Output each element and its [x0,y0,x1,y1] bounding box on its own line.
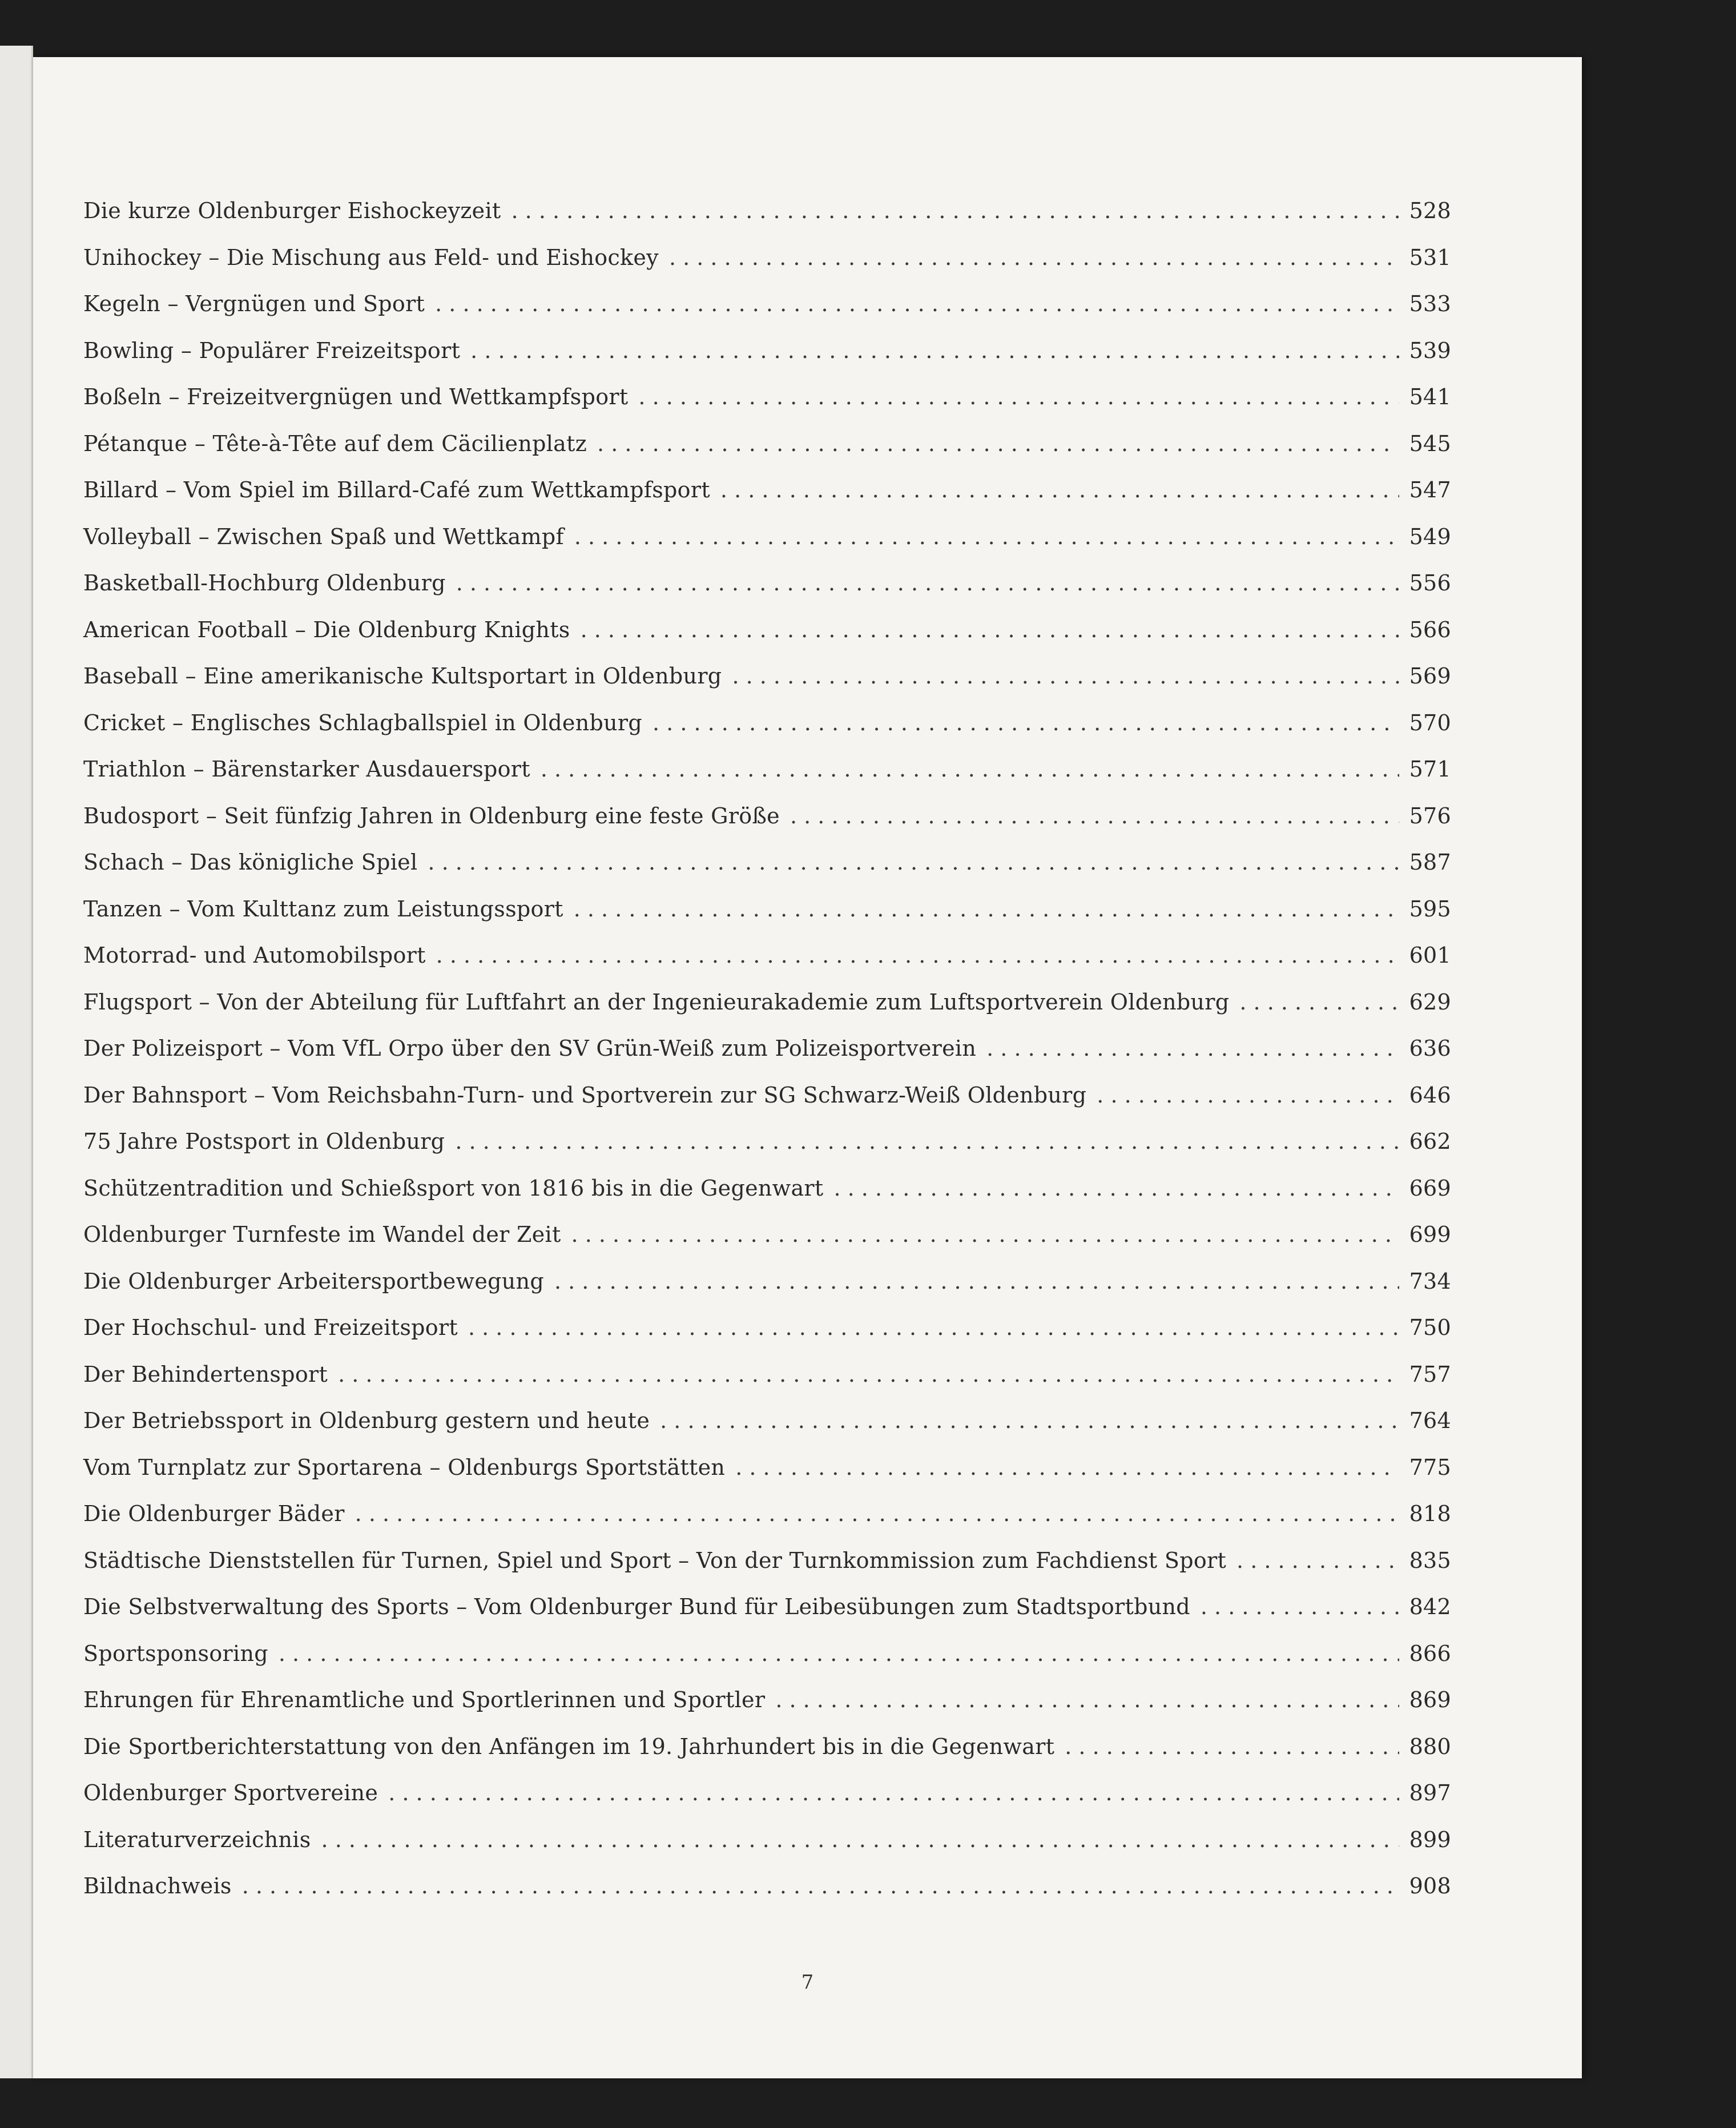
dot-leader [652,710,1399,735]
toc-entry-page: 750 [1409,1315,1451,1340]
toc-entry [83,1222,1451,1269]
toc-entry-title: Die Oldenburger Bäder [83,1501,345,1526]
toc-entry-page: 539 [1409,337,1451,363]
dot-leader [1236,1548,1399,1573]
toc-entry [83,1315,1451,1362]
dot-leader [574,524,1399,549]
toc-entry [83,989,1451,1036]
dot-leader [242,1873,1399,1898]
toc-entry-page: 570 [1409,710,1451,735]
toc-entry [83,1455,1451,1502]
toc-entry [83,710,1451,757]
toc-entry-page: 899 [1409,1827,1451,1852]
dot-leader [775,1687,1399,1712]
toc-entry-title: 75 Jahre Postsport in Oldenburg [83,1129,445,1154]
dot-leader [428,850,1399,875]
toc-entry-title: Baseball – Eine amerikanische Kultsportart in Oldenburg [83,663,722,689]
toc-entry-title: Der Betriebssport in Oldenburg gestern und heute [83,1408,650,1433]
dot-leader [571,1222,1399,1247]
toc-entry [83,1501,1451,1548]
toc-entry [83,384,1451,431]
dot-leader [720,477,1399,502]
toc-entry-title: Basketball-Hochburg Oldenburg [83,570,446,596]
dot-leader [669,245,1399,270]
toc-entry-title: Die kurze Oldenburger Eishockeyzeit [83,198,501,223]
dot-leader [455,1129,1399,1154]
dot-leader [511,198,1399,223]
toc-entry-page: 587 [1409,850,1451,875]
toc-entry [83,803,1451,850]
toc-entry-page: 569 [1409,663,1451,689]
toc-entry [83,663,1451,710]
dot-leader [468,1315,1399,1340]
dot-leader [597,431,1399,456]
toc-entry-page: 764 [1409,1408,1451,1433]
toc-entry-title: Schützentradition und Schießsport von 1816 bis in die Gegenwart [83,1175,824,1201]
toc-entry-title: Schach – Das königliche Spiel [83,850,418,875]
toc-entry-page: 533 [1409,291,1451,316]
dot-leader [660,1408,1399,1433]
dot-leader [388,1780,1399,1805]
toc-entry-title: Budosport – Seit fünfzig Jahren in Oldenburg eine feste Größe [83,803,780,828]
toc-entry-title: Motorrad- und Automobilsport [83,943,426,968]
toc-entry [83,1408,1451,1455]
toc-entry-title: Ehrungen für Ehrenamtliche und Sportlerinnen und Sportler [83,1687,766,1712]
toc-entry-page: 636 [1409,1036,1451,1061]
page-number: 7 [801,1971,814,1994]
toc-entry-title: Cricket – Englisches Schlagballspiel in Oldenburg [83,710,642,735]
toc-entry-page: 541 [1409,384,1451,409]
toc-entry-title: Die Oldenburger Arbeitersportbewegung [83,1268,544,1294]
toc-entry [83,1687,1451,1734]
previous-page-edge [0,46,33,2078]
dot-leader [1239,989,1399,1015]
dot-leader [321,1827,1399,1852]
toc-entry-page: 662 [1409,1129,1451,1154]
toc-entry-title: Flugsport – Von der Abteilung für Luftfahrt an der Ingenieurakademie zum Luftsportverein Oldenburg [83,989,1230,1015]
toc-entry [83,1594,1451,1641]
toc-entry-page: 595 [1409,896,1451,922]
toc-entry [83,1176,1451,1222]
toc-entry [83,1548,1451,1595]
toc-entry [83,431,1451,478]
toc-entry [83,850,1451,896]
toc-entry-page: 549 [1409,524,1451,549]
dot-leader [355,1501,1399,1526]
toc-entry-title: Der Bahnsport – Vom Reichsbahn-Turn- und Sportverein zur SG Schwarz-Weiß Oldenburg [83,1082,1087,1108]
toc-entry-page: 880 [1409,1733,1451,1759]
dot-leader [574,896,1399,922]
dot-leader [638,384,1399,409]
dot-leader [732,663,1399,689]
dot-leader [1201,1594,1399,1619]
dot-leader [735,1455,1399,1480]
toc-entry-title: Kegeln – Vergnügen und Sport [83,291,425,316]
dot-leader [435,291,1399,316]
toc-entry-title: Der Hochschul- und Freizeitsport [83,1315,458,1340]
toc-entry-title: American Football – Die Oldenburg Knights [83,617,570,642]
toc-entry [83,291,1451,338]
toc-entry-title: Tanzen – Vom Kulttanz zum Leistungssport [83,896,563,922]
dot-leader [581,617,1399,642]
toc-entry [83,1362,1451,1409]
dot-leader [470,338,1399,363]
toc-entry [83,896,1451,943]
toc-entry-page: 576 [1409,803,1451,828]
toc-entry-title: Bildnachweis [83,1873,232,1898]
toc-entry-page: 869 [1409,1687,1451,1712]
toc-entry [83,757,1451,803]
dot-leader [833,1176,1399,1201]
toc-entry [83,1873,1451,1920]
toc-entry-title: Vom Turnplatz zur Sportarena – Oldenburgs Sportstätten [83,1454,726,1480]
toc-entry [83,1827,1451,1874]
document-page [33,57,1582,2078]
toc-entry-page: 866 [1409,1640,1451,1666]
toc-entry-page: 646 [1409,1082,1451,1108]
toc-entry-page: 531 [1409,244,1451,270]
toc-entry-page: 699 [1409,1222,1451,1247]
toc-entry-title: Sportsponsoring [83,1640,268,1666]
toc-entry [83,570,1451,617]
dot-leader [338,1362,1399,1387]
toc-entry-page: 545 [1409,431,1451,456]
toc-entry-title: Unihockey – Die Mischung aus Feld- und Eishockey [83,244,659,270]
toc-entry-title: Städtische Dienststellen für Turnen, Spiel und Sport – Von der Turnkommission zum Fachdienst Sport [83,1547,1227,1573]
toc-entry [83,1129,1451,1176]
dot-leader [1097,1083,1399,1108]
toc-entry-title: Oldenburger Turnfeste im Wandel der Zeit [83,1222,561,1247]
toc-entry-page: 835 [1409,1547,1451,1573]
toc-entry [83,1083,1451,1129]
toc-entry-title: Triathlon – Bärenstarker Ausdauersport [83,757,530,782]
toc-entry [83,1036,1451,1083]
toc-entry-title: Boßeln – Freizeitvergnügen und Wettkampfsport [83,384,629,409]
toc-entry-page: 528 [1409,198,1451,223]
toc-entry-page: 757 [1409,1361,1451,1387]
toc-entry-title: Billard – Vom Spiel im Billard-Café zum Wettkampfsport [83,477,710,502]
toc-entry-title: Bowling – Populärer Freizeitsport [83,337,461,363]
dot-leader [436,943,1399,968]
toc-entry [83,338,1451,385]
toc-entry [83,1780,1451,1827]
dot-leader [456,570,1399,596]
toc-entry [83,1641,1451,1688]
toc-entry-page: 571 [1409,757,1451,782]
toc-entry-title: Pétanque – Tête-à-Tête auf dem Cäcilienplatz [83,431,587,456]
toc-entry-page: 897 [1409,1780,1451,1805]
toc-entry-page: 547 [1409,477,1451,502]
dot-leader [1065,1734,1399,1759]
toc-entry-title: Die Sportberichterstattung von den Anfängen im 19. Jahrhundert bis in die Gegenwart [83,1733,1055,1759]
toc-entry-page: 669 [1409,1175,1451,1201]
toc-entry-page: 842 [1409,1594,1451,1619]
toc-entry [83,245,1451,292]
toc-entry [83,1269,1451,1316]
toc-entry-title: Der Polizeisport – Vom VfL Orpo über den SV Grün-Weiß zum Polizeisportverein [83,1036,977,1061]
table-of-contents [83,198,1451,1920]
dot-leader [554,1269,1399,1294]
toc-entry [83,477,1451,524]
dot-leader [986,1036,1399,1061]
toc-entry-page: 775 [1409,1454,1451,1480]
toc-entry-page: 734 [1409,1268,1451,1294]
toc-entry-title: Die Selbstverwaltung des Sports – Vom Oldenburger Bund für Leibesübungen zum Stadtsportbund [83,1594,1190,1619]
toc-entry [83,198,1451,245]
toc-entry-page: 818 [1409,1501,1451,1526]
toc-entry-title: Literaturverzeichnis [83,1827,311,1852]
dot-leader [279,1641,1399,1666]
toc-entry-page: 566 [1409,617,1451,642]
toc-entry-title: Volleyball – Zwischen Spaß und Wettkampf [83,524,564,549]
dot-leader [541,757,1399,782]
toc-entry-title: Oldenburger Sportvereine [83,1780,378,1805]
toc-entry [83,524,1451,571]
dot-leader [790,803,1399,828]
toc-entry-page: 908 [1409,1873,1451,1898]
toc-entry [83,943,1451,989]
toc-entry [83,1734,1451,1781]
toc-entry-page: 556 [1409,570,1451,596]
toc-entry-page: 629 [1409,989,1451,1015]
toc-entry [83,617,1451,664]
toc-entry-page: 601 [1409,943,1451,968]
toc-entry-title: Der Behindertensport [83,1361,328,1387]
